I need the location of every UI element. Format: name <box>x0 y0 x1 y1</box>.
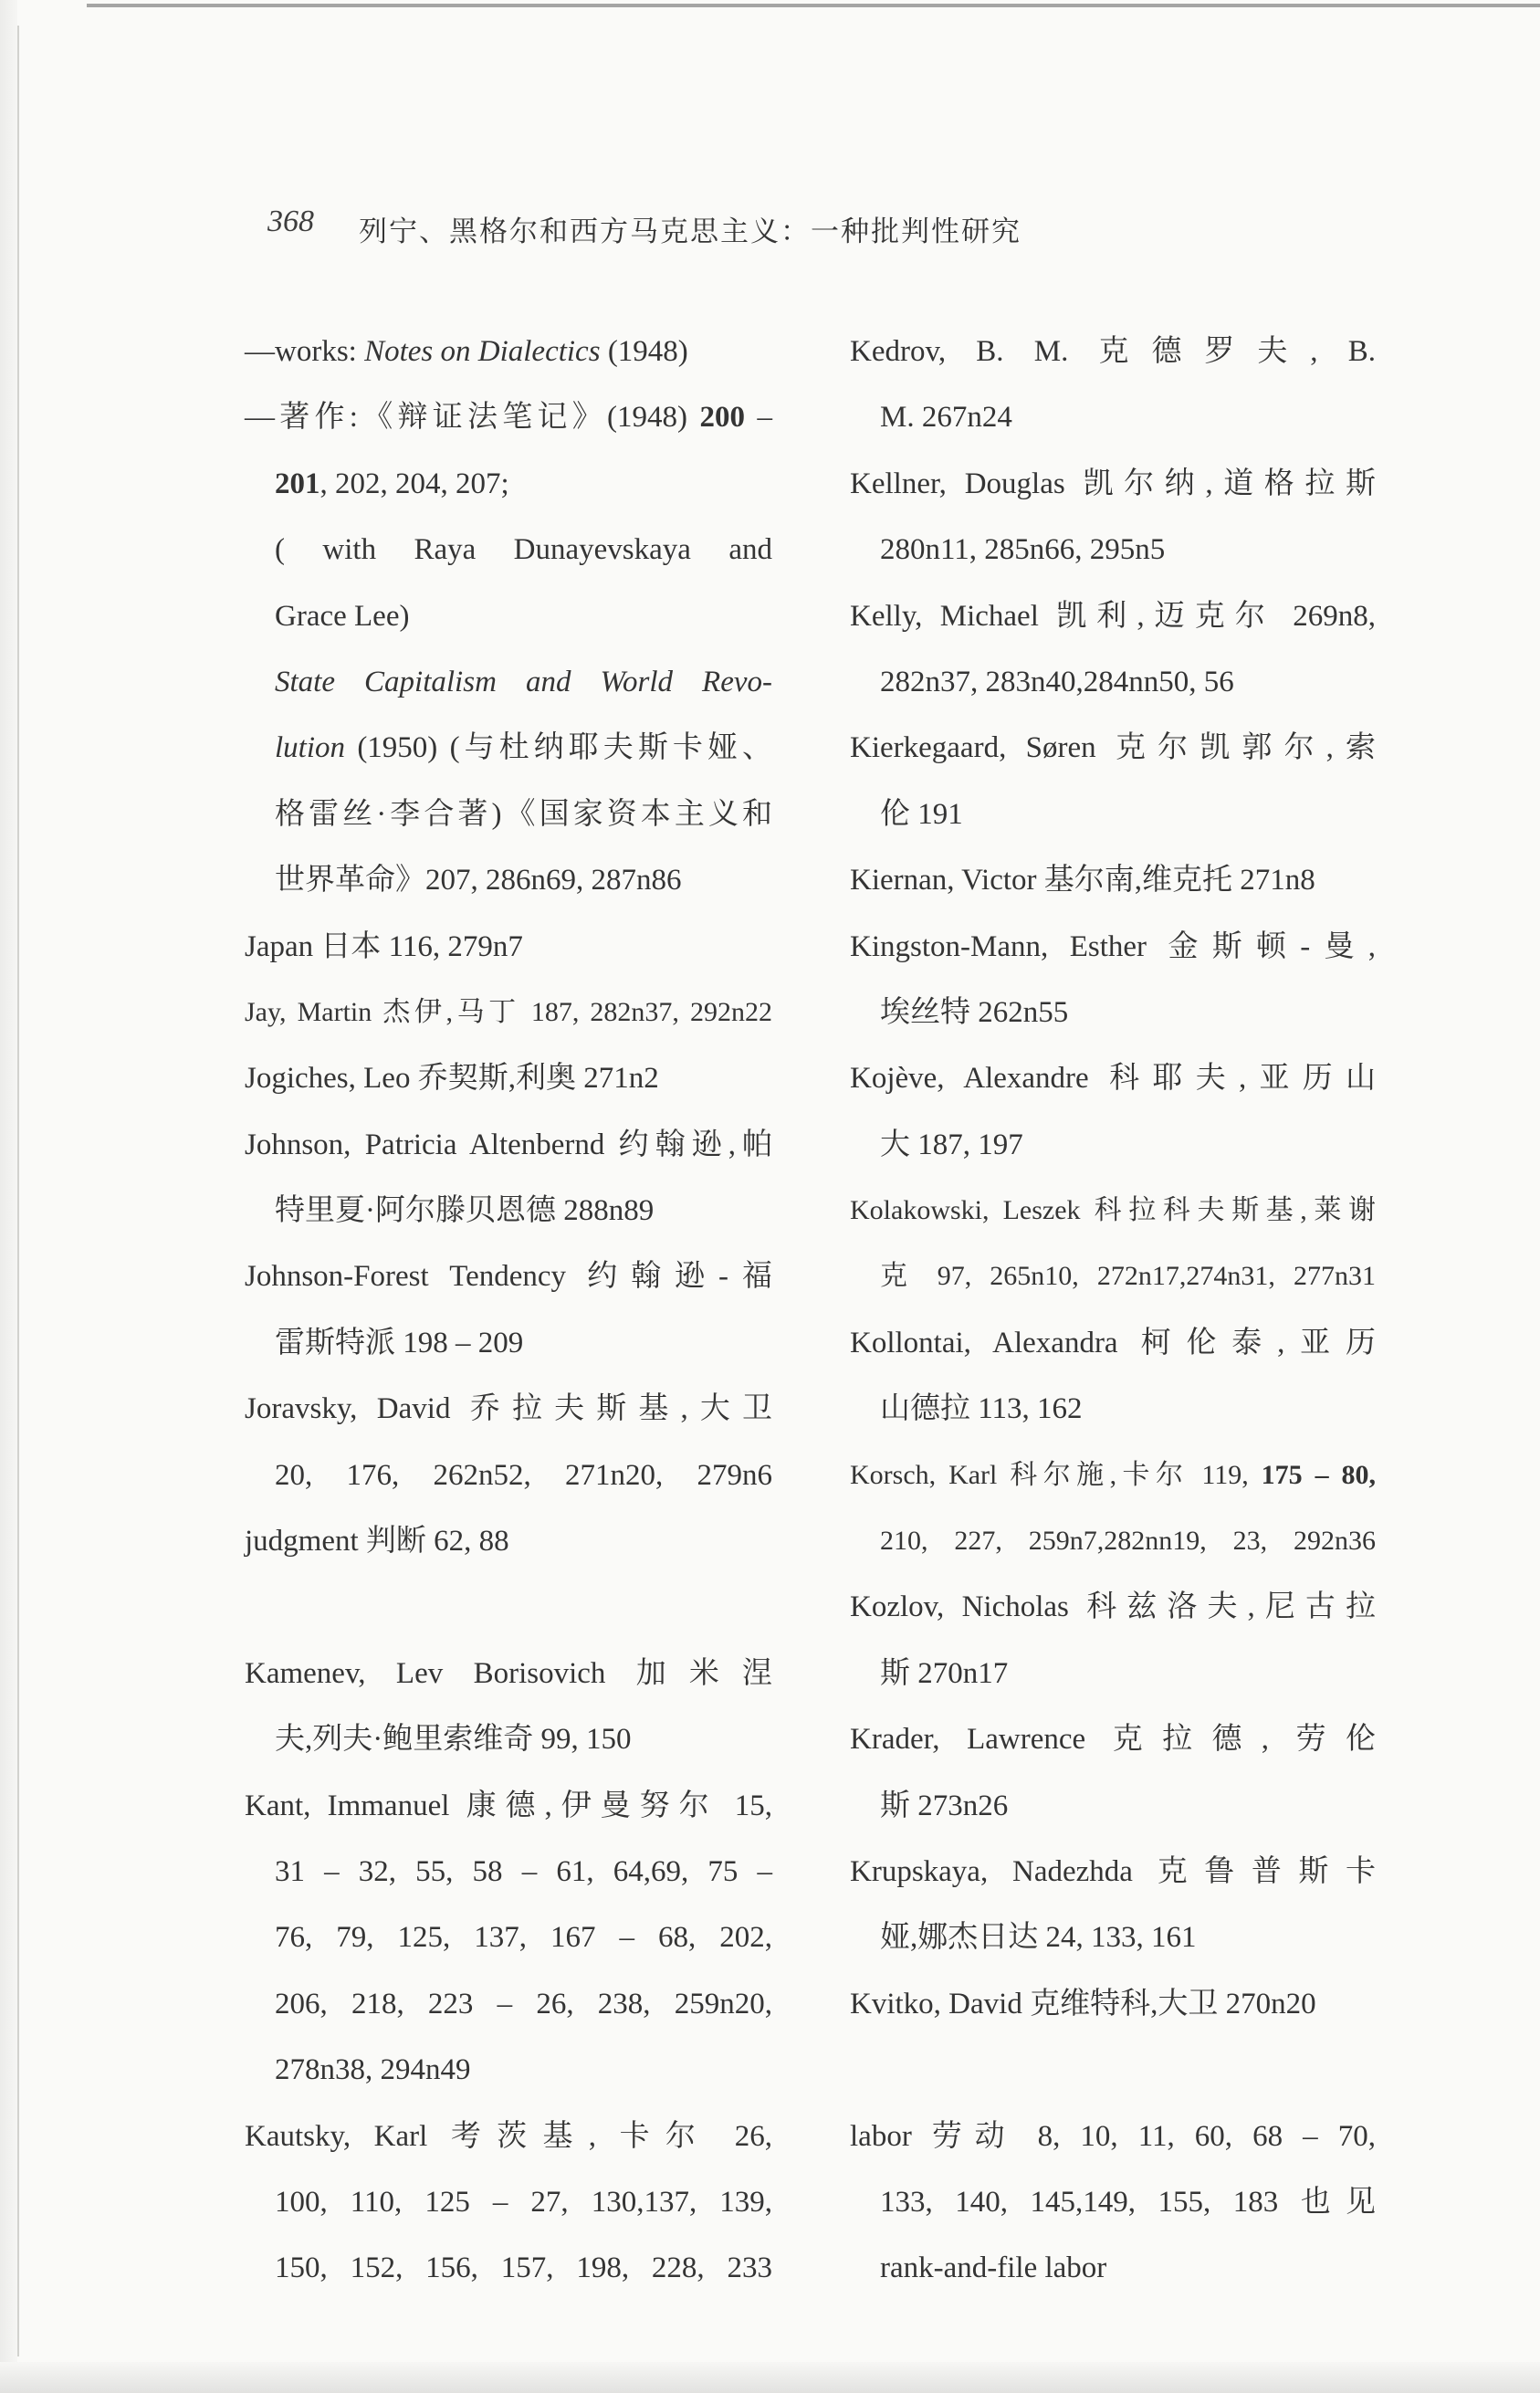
index-text-segment: 280n11, 285n66, 295n5 <box>880 533 1166 567</box>
index-line <box>850 649 1376 715</box>
index-text-segment: Kierkegaard, Søren 克尔凯郭尔,索 <box>850 731 1376 765</box>
index-line <box>245 1641 772 1706</box>
index-text-segment: 特里夏·阿尔滕贝恩德 288n89 <box>275 1194 655 1228</box>
index-text-segment: 76, 79, 125, 137, 167 – 68, 202, <box>275 1921 772 1955</box>
index-text-segment: 娅,娜杰日达 24, 133, 161 <box>880 1921 1197 1955</box>
index-text-segment: (1950) (与杜纳耶夫斯卡娅、 <box>345 731 772 765</box>
index-text-segment: —著作:《辩证法笔记》(1948) <box>245 401 700 435</box>
index-line <box>850 1443 1376 1508</box>
index-text-segment: M. 267n24 <box>880 401 1012 435</box>
index-line <box>245 1310 772 1376</box>
index-line <box>850 583 1376 649</box>
index-text-segment: Notes on Dialectics <box>364 335 601 368</box>
running-head-title: 列宁、黑格尔和西方马克思主义：一种批判性研究 <box>359 215 1021 247</box>
index-text-segment: 斯 273n26 <box>880 1789 1009 1822</box>
index-text-segment: —works: <box>245 335 365 368</box>
index-line <box>245 2169 772 2235</box>
scan-edge-left <box>0 0 17 2393</box>
index-text-segment: ( with Raya Dunayevskaya and <box>275 533 772 567</box>
index-line <box>245 715 772 781</box>
index-line <box>850 1574 1376 1640</box>
index-line <box>245 1112 772 1178</box>
index-text-segment: Kojève, Alexandre 科耶夫,亚历山 <box>850 1062 1376 1096</box>
index-line <box>245 583 772 649</box>
index-line <box>850 2169 1376 2235</box>
index-column-right <box>850 319 1376 2302</box>
index-line <box>850 451 1376 517</box>
index-line <box>850 1641 1376 1706</box>
index-text-segment: Kvitko, David 克维特科,大卫 270n20 <box>850 1987 1316 2020</box>
index-line <box>245 2037 772 2103</box>
index-line <box>245 1706 772 1772</box>
index-text-segment: Krader, Lawrence 克拉德, 劳伦 <box>850 1723 1376 1757</box>
index-text-segment: Korsch, Karl 科尔施,卡尔 119, <box>850 1459 1262 1490</box>
index-text-segment: rank-and-file labor <box>880 2251 1107 2285</box>
index-text-segment: 150, 152, 156, 157, 198, 228, 233 <box>275 2251 772 2285</box>
index-line <box>245 1244 772 1309</box>
index-line <box>850 517 1376 583</box>
index-line <box>850 1310 1376 1376</box>
index-text-segment: 格雷丝·李合著)《国家资本主义和 <box>275 797 772 831</box>
index-line <box>245 1178 772 1244</box>
index-text-segment: Johnson, Patricia Altenbernd 约翰逊,帕 <box>245 1128 772 1161</box>
index-text-segment: Kolakowski, Leszek 科拉科夫斯基,莱谢 <box>850 1195 1376 1226</box>
page-number: 368 <box>267 205 314 238</box>
index-text-segment: 200 <box>699 401 745 435</box>
index-text-segment: 世界革命》207, 286n69, 287n86 <box>275 864 682 897</box>
index-line <box>245 980 772 1045</box>
index-text-segment: 伦 191 <box>880 797 963 831</box>
index-line <box>850 782 1376 847</box>
index-text-segment: 210, 227, 259n7,282nn19, 23, 292n36 <box>880 1526 1376 1557</box>
index-line <box>850 1971 1376 2037</box>
index-text-segment: Kamenev, Lev Borisovich 加米涅 <box>245 1656 772 1690</box>
index-text-segment: judgment 判断 62, 88 <box>245 1525 509 1559</box>
index-text-segment: Kiernan, Victor 基尔南,维克托 271n8 <box>850 864 1315 897</box>
index-text-segment: Kelly, Michael 凯利,迈克尔 269n8, <box>850 599 1376 633</box>
index-text-segment: Krupskaya, Nadezhda 克鲁普斯卡 <box>850 1854 1376 1888</box>
index-line <box>245 1971 772 2037</box>
index-text-segment: Kant, Immanuel 康德,伊曼努尔 15, <box>245 1789 772 1822</box>
index-line <box>245 1905 772 1970</box>
index-text-segment: Grace Lee) <box>275 599 410 633</box>
index-line <box>245 914 772 980</box>
index-text-segment: 大 187, 197 <box>880 1128 1023 1161</box>
index-text-segment: 20, 176, 262n52, 271n20, 279n6 <box>275 1458 772 1492</box>
index-line <box>245 649 772 715</box>
index-line <box>850 2235 1376 2301</box>
index-line <box>245 1045 772 1111</box>
index-text-segment: Kozlov, Nicholas 科兹洛夫,尼古拉 <box>850 1590 1376 1624</box>
index-line <box>245 782 772 847</box>
index-text-segment: 100, 110, 125 – 27, 130,137, 139, <box>275 2185 772 2219</box>
index-text-segment: Jay, Martin 杰伊,马丁 187, 282n37, 292n22 <box>245 996 772 1027</box>
index-text-segment: Kautsky, Karl 考茨基, 卡尔 26, <box>245 2119 772 2153</box>
index-text-segment: Kedrov, B. M. 克德罗夫, B. <box>850 335 1376 368</box>
index-line <box>850 1773 1376 1839</box>
index-line <box>245 1443 772 1508</box>
index-line <box>850 980 1376 1045</box>
index-line <box>850 715 1376 781</box>
index-text-segment: 206, 218, 223 – 26, 238, 259n20, <box>275 1987 772 2020</box>
index-text-segment: – <box>744 401 772 435</box>
blank-line <box>245 1574 772 1640</box>
index-text-segment: labor 劳动 8, 10, 11, 60, 68 – 70, <box>850 2119 1376 2153</box>
index-line <box>850 1045 1376 1111</box>
index-line <box>850 319 1376 384</box>
index-line <box>245 847 772 913</box>
index-line <box>850 384 1376 450</box>
index-line <box>245 1839 772 1905</box>
index-text-segment: 133, 140, 145,149, 155, 183 也见 <box>880 2185 1376 2219</box>
index-line <box>850 1706 1376 1772</box>
index-line <box>850 847 1376 913</box>
index-text-segment: State Capitalism and World Revo- <box>275 665 772 698</box>
index-text-segment: 201 <box>275 467 320 500</box>
index-text-segment: 175 – 80, <box>1261 1459 1376 1490</box>
index-text-segment: 克 97, 265n10, 272n17,274n31, 277n31 <box>880 1261 1376 1292</box>
index-text-segment: Jogiches, Leo 乔契斯,利奥 271n2 <box>245 1062 659 1096</box>
index-line <box>850 1839 1376 1905</box>
index-line <box>850 914 1376 980</box>
scan-edge-bottom <box>0 2362 1540 2393</box>
index-text-segment: 278n38, 294n49 <box>275 2053 471 2087</box>
index-text-segment: , 202, 204, 207; <box>320 467 509 500</box>
index-column-left <box>245 319 772 2302</box>
index-line <box>850 1508 1376 1574</box>
index-line <box>850 1905 1376 1970</box>
index-line <box>245 2235 772 2301</box>
index-text-segment: 斯 270n17 <box>880 1656 1009 1690</box>
index-text-segment: Johnson-Forest Tendency 约翰逊-福 <box>245 1260 772 1294</box>
index-text-segment: 31 – 32, 55, 58 – 61, 64,69, 75 – <box>275 1854 772 1888</box>
index-text-segment: 雷斯特派 198 – 209 <box>275 1326 524 1359</box>
index-line <box>850 2104 1376 2169</box>
index-line <box>245 319 772 384</box>
index-line <box>850 1178 1376 1244</box>
index-text-segment: 282n37, 283n40,284nn50, 56 <box>880 665 1234 698</box>
index-line <box>245 451 772 517</box>
index-line <box>245 1376 772 1442</box>
index-line <box>850 1376 1376 1442</box>
index-line <box>850 1112 1376 1178</box>
scan-edge-top <box>87 4 1540 7</box>
index-text-segment: Kellner, Douglas 凯尔纳,道格拉斯 <box>850 467 1376 500</box>
blank-line <box>850 2037 1376 2103</box>
index-text-segment: 埃丝特 262n55 <box>880 995 1069 1029</box>
index-line <box>245 384 772 450</box>
index-text-segment: Joravsky, David 乔拉夫斯基,大卫 <box>245 1392 772 1426</box>
index-line <box>245 1773 772 1839</box>
index-line <box>245 1508 772 1574</box>
page-edge-line <box>17 26 19 2356</box>
index-text-segment: lution <box>275 731 346 765</box>
index-line <box>850 1244 1376 1309</box>
index-text-segment: Japan 日本 116, 279n7 <box>245 929 523 963</box>
index-text-segment: (1948) <box>600 335 688 368</box>
index-line <box>245 517 772 583</box>
index-line <box>245 2104 772 2169</box>
index-text-segment: Kingston-Mann, Esther 金斯顿-曼, <box>850 929 1376 963</box>
index-text-segment: 夫,列夫·鲍里索维奇 99, 150 <box>275 1723 632 1757</box>
index-text-segment: Kollontai, Alexandra 柯伦泰,亚历 <box>850 1326 1376 1359</box>
index-text-segment: 山德拉 113, 162 <box>880 1392 1083 1426</box>
